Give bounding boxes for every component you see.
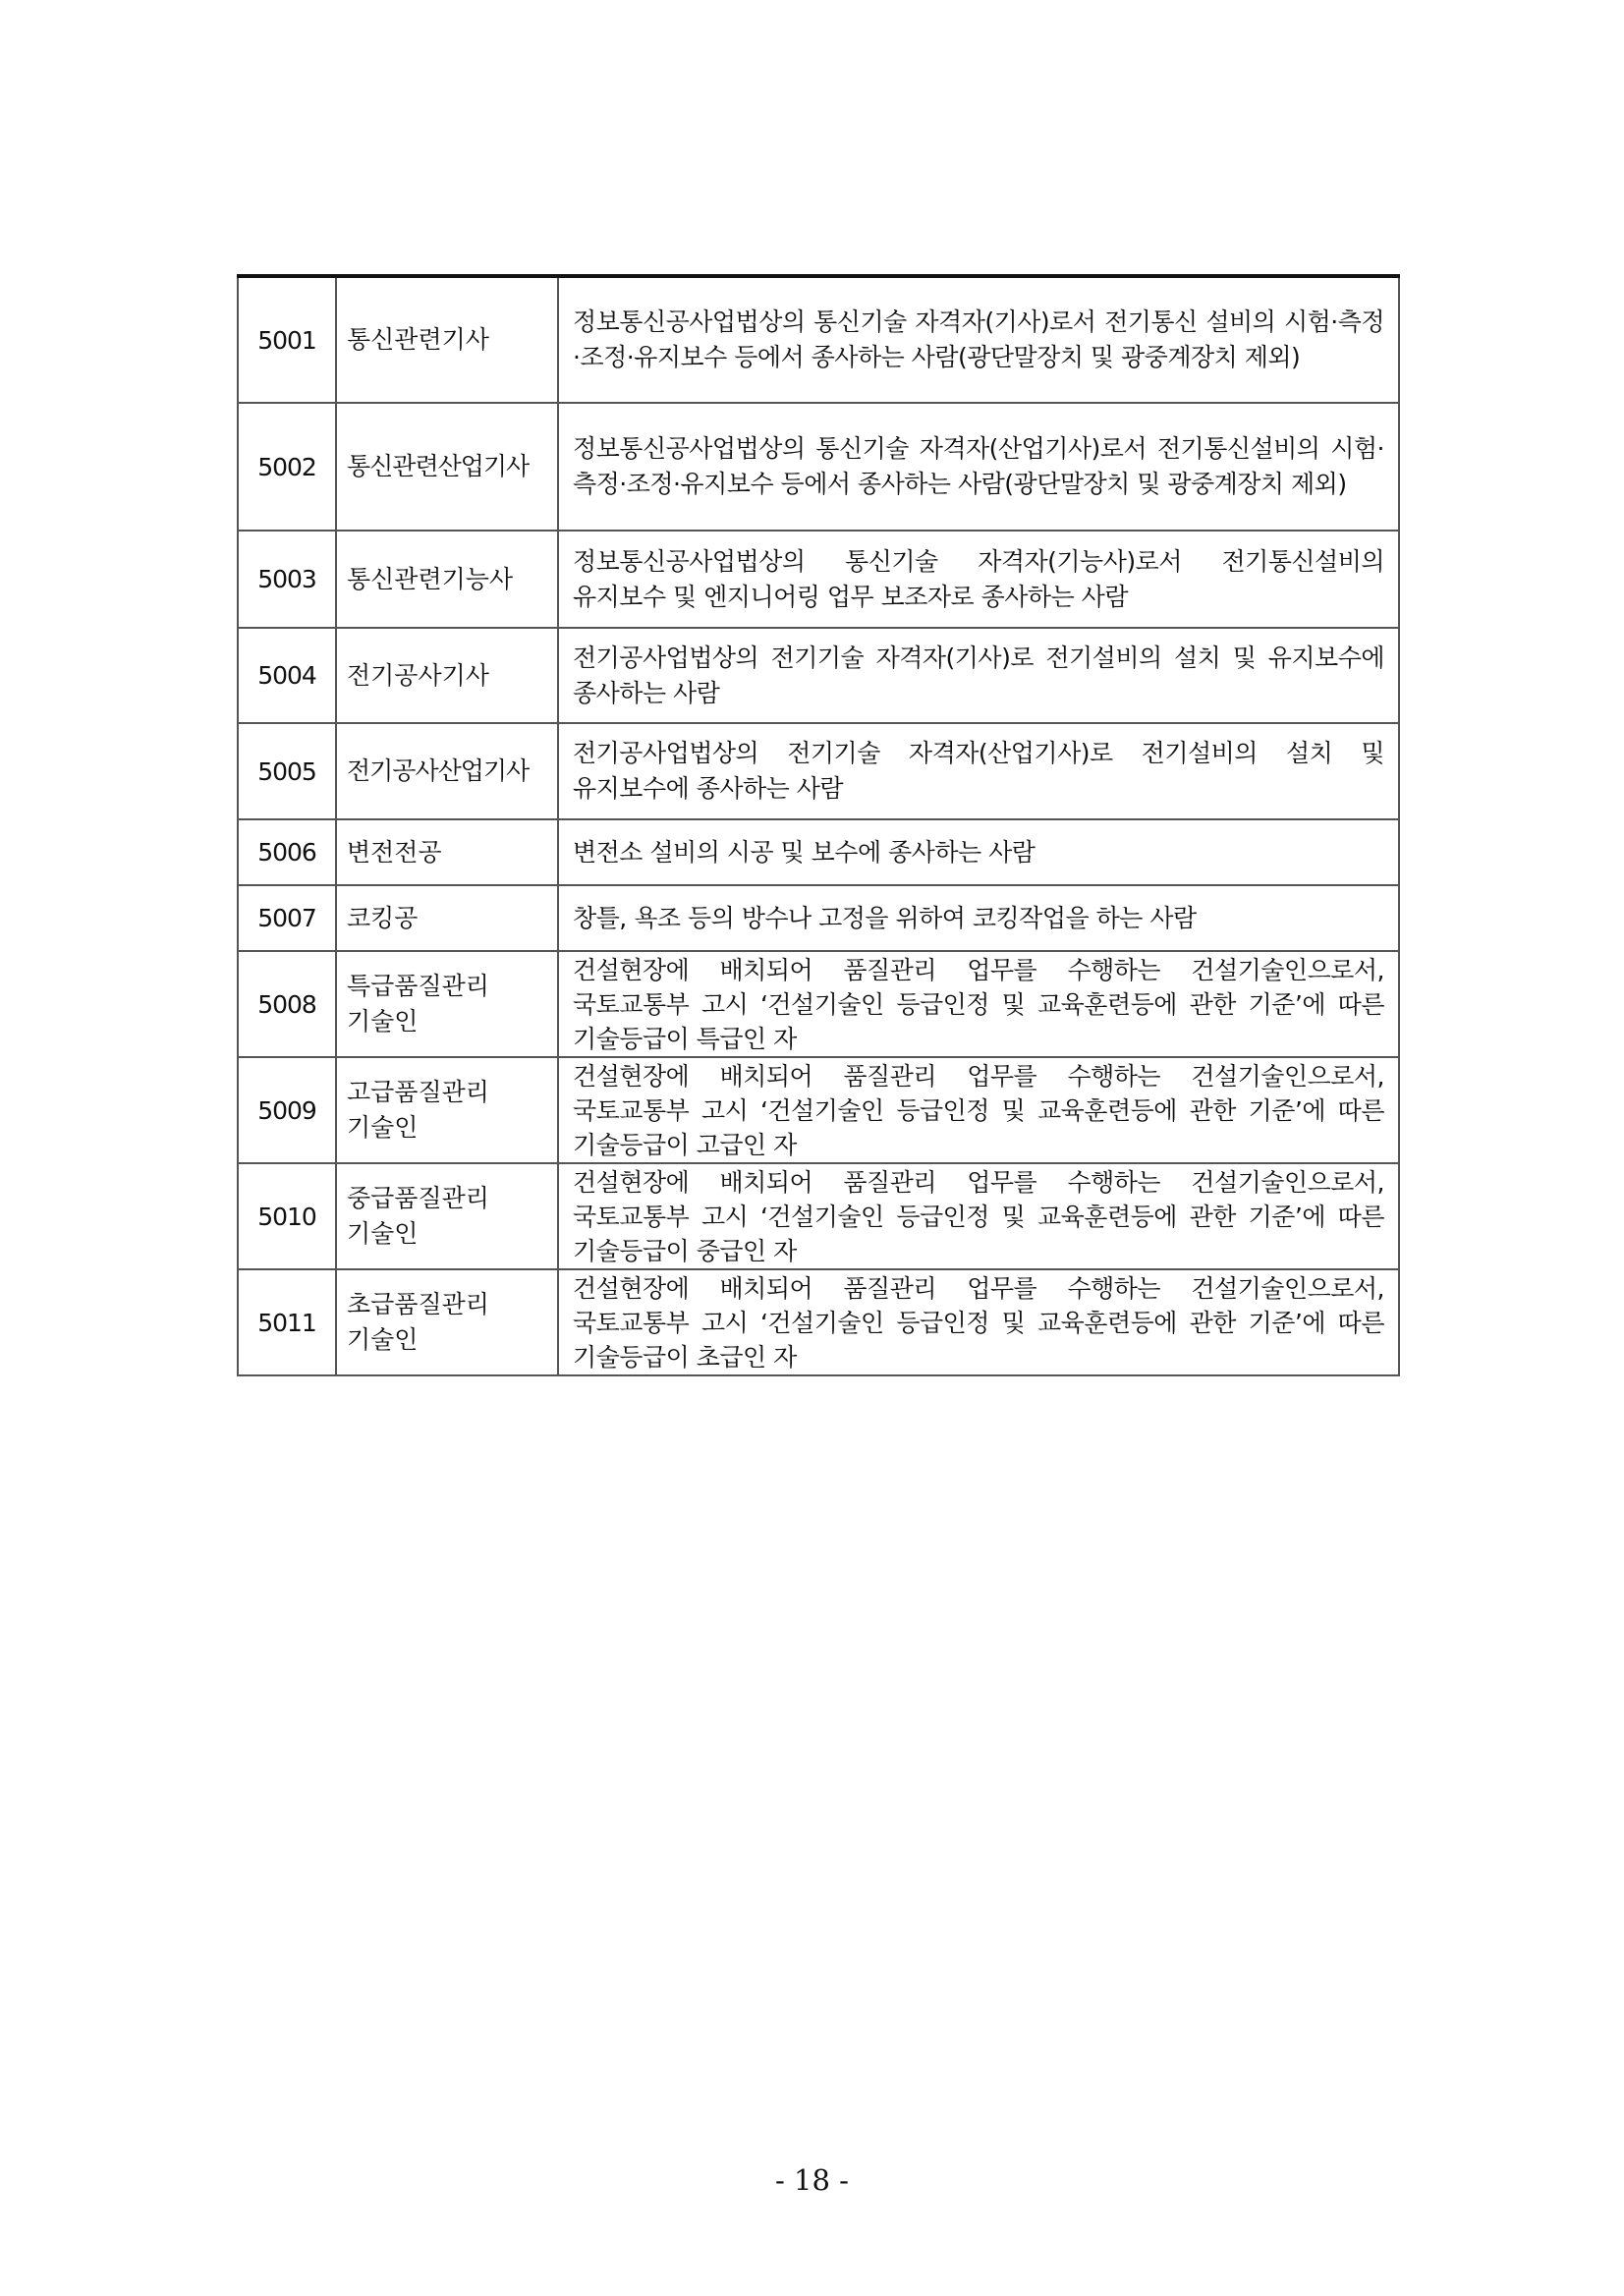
row-code: 5002 xyxy=(238,403,336,531)
row-description: 건설현장에 배치되어 품질관리 업무를 수행하는 건설기술인으로서, 국토교통부 고시 ‘건설기술인 등급인정 및 교육훈련등에 관한 기준’에 따른 기술등급이 초급인 자 xyxy=(558,1269,1399,1375)
row-occupation-name xyxy=(336,723,558,819)
row-code: 5006 xyxy=(238,819,336,885)
row-description: 변전소 설비의 시공 및 보수에 종사하는 사람 xyxy=(558,819,1399,885)
table-row xyxy=(238,403,1399,531)
name-line: 코킹공 xyxy=(347,903,419,932)
table-row xyxy=(238,951,1399,1057)
name-line: 기술인 xyxy=(347,1007,419,1036)
row-description: 전기공사업법상의 전기기술 자격자(기사)로 전기설비의 설치 및 유지보수에 종사하는 사람 xyxy=(558,628,1399,723)
row-description: 건설현장에 배치되어 품질관리 업무를 수행하는 건설기술인으로서, 국토교통부 고시 ‘건설기술인 등급인정 및 교육훈련등에 관한 기준’에 따른 기술등급이 고급인 자 xyxy=(558,1057,1399,1163)
row-code: 5008 xyxy=(238,951,336,1057)
name-line: 통신관련기능사 xyxy=(347,564,514,593)
table-row xyxy=(238,885,1399,951)
name-line: 변전전공 xyxy=(347,837,442,867)
table-row xyxy=(238,819,1399,885)
table-row xyxy=(238,1057,1399,1163)
row-code: 5001 xyxy=(238,276,336,403)
row-occupation-name xyxy=(336,1163,558,1269)
row-occupation-name xyxy=(336,1269,558,1375)
row-code: 5003 xyxy=(238,531,336,628)
row-code: 5007 xyxy=(238,885,336,951)
name-line: 고급품질관리 xyxy=(347,1078,489,1106)
name-line: 통신관련산업기사 xyxy=(347,452,530,480)
row-code: 5011 xyxy=(238,1269,336,1375)
name-line: 특급품질관리 xyxy=(347,972,489,1000)
name-line: 중급품질관리 xyxy=(347,1184,489,1212)
name-line: 전기공사산업기사 xyxy=(347,756,530,785)
table-row xyxy=(238,531,1399,628)
row-description: 전기공사업법상의 전기기술 자격자(산업기사)로 전기설비의 설치 및 유지보수에 종사하는 사람 xyxy=(558,723,1399,819)
row-occupation-name xyxy=(336,951,558,1057)
row-occupation-name xyxy=(336,531,558,628)
name-line: 초급품질관리 xyxy=(347,1290,489,1318)
row-code: 5004 xyxy=(238,628,336,723)
row-description: 창틀, 욕조 등의 방수나 고정을 위하여 코킹작업을 하는 사람 xyxy=(558,885,1399,951)
name-line: 기술인 xyxy=(347,1325,419,1354)
row-description: 건설현장에 배치되어 품질관리 업무를 수행하는 건설기술인으로서, 국토교통부 고시 ‘건설기술인 등급인정 및 교육훈련등에 관한 기준’에 따른 기술등급이 중급인 자 xyxy=(558,1163,1399,1269)
row-occupation-name xyxy=(336,885,558,951)
occupation-code-table xyxy=(237,274,1400,1376)
row-description: 정보통신공사업법상의 통신기술 자격자(기능사)로서 전기통신설비의 유지보수 및 엔지니어링 업무 보조자로 종사하는 사람 xyxy=(558,531,1399,628)
row-code: 5009 xyxy=(238,1057,336,1163)
row-occupation-name xyxy=(336,276,558,403)
table-row xyxy=(238,723,1399,819)
table-row xyxy=(238,628,1399,723)
table-row xyxy=(238,1269,1399,1375)
table-row xyxy=(238,1163,1399,1269)
row-code: 5005 xyxy=(238,723,336,819)
table-row xyxy=(238,276,1399,403)
row-occupation-name xyxy=(336,628,558,723)
row-occupation-name xyxy=(336,403,558,531)
row-description: 정보통신공사업법상의 통신기술 자격자(산업기사)로서 전기통신설비의 시험·측정·조정·유지보수 등에서 종사하는 사람(광단말장치 및 광중계장치 제외) xyxy=(558,403,1399,531)
row-description: 정보통신공사업법상의 통신기술 자격자(기사)로서 전기통신 설비의 시험·측정·조정·유지보수 등에서 종사하는 사람(광단말장치 및 광중계장치 제외) xyxy=(558,276,1399,403)
name-line: 전기공사기사 xyxy=(347,660,489,690)
row-occupation-name xyxy=(336,819,558,885)
row-code: 5010 xyxy=(238,1163,336,1269)
name-line: 통신관련기사 xyxy=(347,325,489,354)
row-occupation-name xyxy=(336,1057,558,1163)
row-description: 건설현장에 배치되어 품질관리 업무를 수행하는 건설기술인으로서, 국토교통부 고시 ‘건설기술인 등급인정 및 교육훈련등에 관한 기준’에 따른 기술등급이 특급인 자 xyxy=(558,951,1399,1057)
name-line: 기술인 xyxy=(347,1219,419,1248)
page-number: - 18 - xyxy=(775,2163,849,2197)
name-line: 기술인 xyxy=(347,1113,419,1142)
